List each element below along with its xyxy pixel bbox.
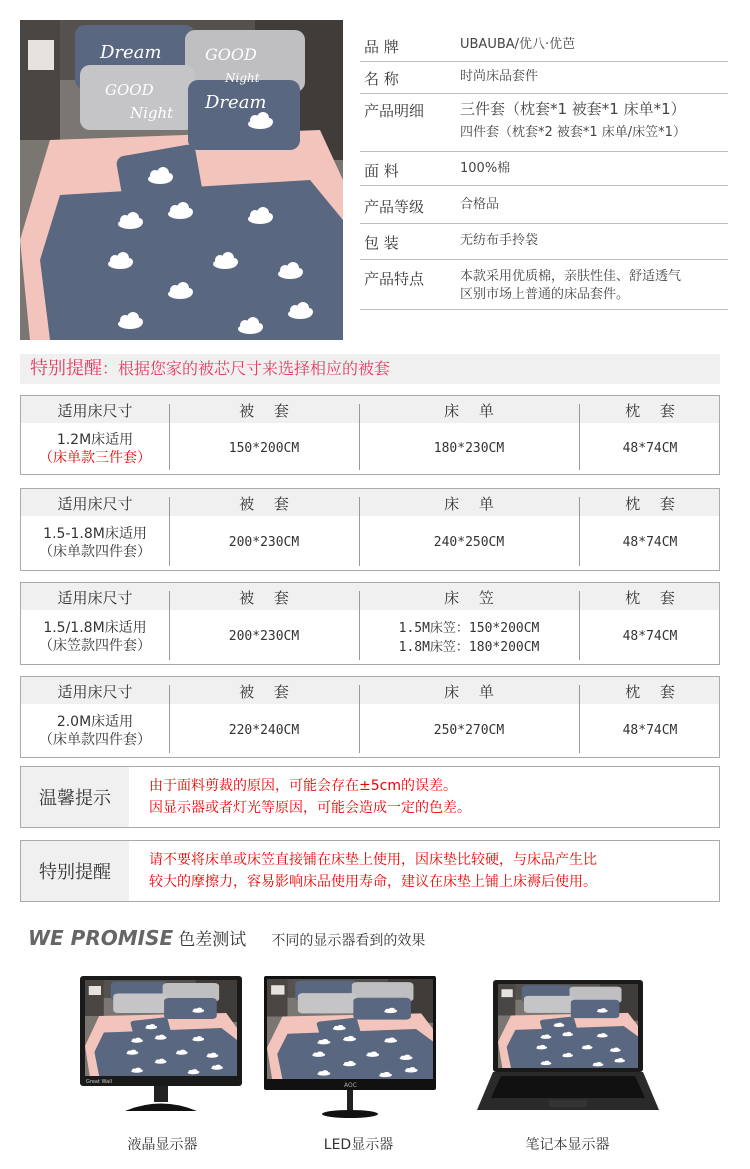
spec-value: UBAUBA/优八·优芭 [460, 37, 576, 52]
monitor-brand: AOC [344, 1082, 357, 1089]
pillow-size: 48*74CM [622, 440, 678, 456]
pillow-size: 48*74CM [622, 722, 678, 738]
promise-header [28, 925, 720, 955]
column-header: 被 套 [239, 495, 289, 513]
pillow-size: 48*74CM [622, 629, 678, 644]
tip-line: 由于面料剪裁的原因，可能会存在±5cm的误差。 [149, 778, 457, 794]
tip-text [149, 849, 709, 893]
tip-title: 温馨提示 [21, 767, 129, 827]
size-table [20, 488, 720, 571]
column-header: 枕 套 [625, 683, 675, 701]
bed-size-cell [21, 713, 169, 749]
bed-size-cell [21, 525, 169, 561]
spec-packaging [360, 232, 728, 260]
set-type: （床单款四件套） [39, 544, 151, 560]
column-header: 床 单 [444, 402, 494, 420]
set-type: （床笠款四件套） [39, 638, 151, 654]
spec-label: 面 料 [364, 162, 399, 180]
size-table [20, 676, 720, 758]
pillow-text-dream: Dream [205, 92, 267, 113]
column-header: 适用床尺寸 [57, 683, 133, 701]
bed-size: 1.5/1.8M床适用 [43, 620, 147, 636]
column-header: 床 单 [444, 495, 494, 513]
column-header: 床 单 [444, 683, 494, 701]
bed-size: 1.2M床适用 [56, 431, 134, 448]
column-header: 适用床尺寸 [57, 402, 133, 420]
bed-size: 2.0M床适用 [56, 713, 134, 730]
spec-brand [360, 36, 728, 62]
notice-title: 特别提醒 [30, 358, 102, 379]
product-photo [20, 20, 343, 340]
spec-value-2: 区别市场上普通的床品套件。 [460, 287, 630, 302]
spec-label: 产品明细 [364, 102, 425, 120]
duvet-size: 220*240CM [228, 722, 300, 738]
spec-label: 产品特点 [364, 270, 425, 288]
column-header: 床 笠 [444, 589, 494, 607]
led-monitor [264, 976, 436, 1121]
spec-fabric [360, 160, 728, 186]
column-header: 枕 套 [625, 402, 675, 420]
column-header: 被 套 [239, 683, 289, 701]
size-table [20, 582, 720, 665]
monitor-caption: 笔记本显示器 [525, 1137, 610, 1153]
pillow-size: 48*74CM [622, 535, 678, 550]
size-table [20, 395, 720, 475]
pillow-text-dream: Dream [100, 42, 162, 63]
monitor-brand: Great Wall [86, 1079, 112, 1085]
sheet-size: 1.5M床笠：150*200CM [398, 621, 540, 636]
spec-value-2: 四件套（枕套*2 被套*1 床单/床笠*1） [460, 125, 686, 140]
bed-size-cell [21, 619, 169, 655]
spec-value: 时尚床品套件 [460, 69, 539, 84]
set-type: （床单款四件套） [39, 731, 151, 748]
spec-features [360, 268, 728, 310]
spec-grade [360, 196, 728, 224]
bed-size: 1.5-1.8M床适用 [43, 526, 147, 542]
pillow-text-night: Night [130, 104, 174, 122]
column-header: 枕 套 [625, 589, 675, 607]
pillow-text-good: GOOD [205, 45, 257, 64]
spec-value: 100%棉 [460, 161, 511, 176]
monitor-caption: 液晶显示器 [127, 1137, 198, 1153]
tip-line: 请不要将床单或床笠直接铺在床垫上使用，因床垫比较硬，与床品产生比 [149, 852, 597, 868]
column-header: 被 套 [239, 402, 289, 420]
spec-label: 名 称 [364, 70, 399, 88]
sheet-size: 240*250CM [433, 535, 505, 550]
duvet-size: 150*200CM [228, 440, 300, 456]
promise-title: 色差测试 [178, 930, 247, 950]
notice-text: ：根据您家的被芯尺寸来选择相应的被套 [102, 359, 391, 378]
size-notice [20, 354, 720, 384]
spec-value: 无纺布手拎袋 [460, 233, 539, 248]
tip-line: 较大的摩擦力，容易影响床品使用寿命，建议在床垫上铺上床褥后使用。 [149, 874, 597, 890]
set-type: （床单款三件套） [39, 449, 151, 466]
spec-label: 包 装 [364, 234, 399, 252]
tip-text [149, 775, 709, 819]
pillow-text-good: GOOD [105, 81, 154, 99]
duvet-size: 200*230CM [228, 629, 300, 644]
tip-box-special [20, 840, 720, 902]
spec-value: 三件套（枕套*1 被套*1 床单*1） [460, 100, 686, 118]
lcd-monitor [80, 976, 242, 1116]
column-header: 适用床尺寸 [57, 495, 133, 513]
column-header: 枕 套 [625, 495, 675, 513]
duvet-size: 200*230CM [228, 535, 300, 550]
spec-label: 产品等级 [364, 198, 425, 216]
tip-line: 因显示器或者灯光等原因，可能会造成一定的色差。 [149, 800, 471, 816]
pillow-text-night: Night [225, 71, 260, 85]
spec-label: 品 牌 [364, 38, 399, 56]
promise-sub: 不同的显示器看到的效果 [271, 933, 426, 949]
promise-we: WE PROMISE [28, 926, 174, 950]
sheet-size-2: 1.8M床笠：180*200CM [398, 640, 540, 655]
column-header: 被 套 [239, 589, 289, 607]
spec-name [360, 68, 728, 94]
tip-box-warm [20, 766, 720, 828]
column-header: 适用床尺寸 [57, 589, 133, 607]
sheet-size: 250*270CM [433, 722, 505, 738]
sheet-size-cell [359, 619, 579, 657]
bed-size-cell [21, 431, 169, 467]
monitor-caption: LED显示器 [323, 1137, 394, 1153]
spec-detail [360, 100, 728, 152]
spec-value: 合格品 [460, 197, 500, 212]
tip-title: 特别提醒 [21, 841, 129, 901]
laptop-monitor [477, 980, 659, 1115]
sheet-size: 180*230CM [433, 440, 505, 456]
spec-value: 本款采用优质棉，亲肤性佳、舒适透气 [460, 269, 682, 284]
